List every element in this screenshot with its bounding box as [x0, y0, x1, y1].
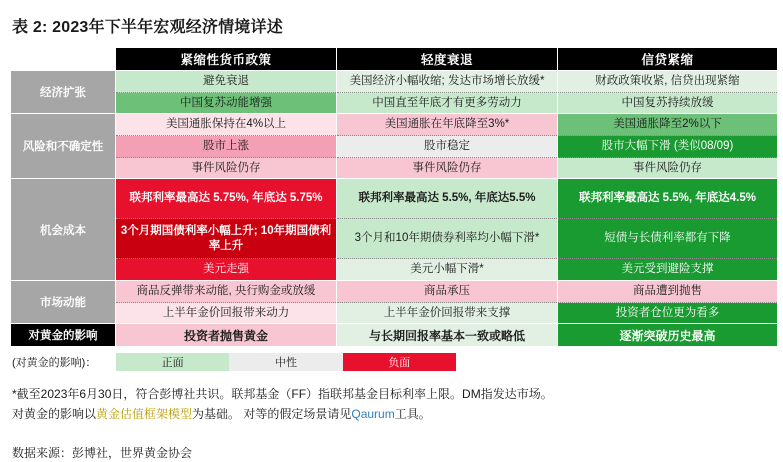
footnote-prefix: 对黄金的影响以 — [12, 406, 97, 421]
gold-impact-credit-crunch: 逐渐突破历史最高 — [558, 324, 777, 346]
table-row — [11, 179, 777, 280]
row-header-market-momentum: 市场动能 — [11, 281, 115, 323]
cell-line: 美国通胀降至2%以下 — [558, 114, 777, 136]
row-header-opportunity-cost: 机会成本 — [11, 179, 115, 280]
cell-cost-tightening — [116, 179, 336, 280]
footnote-middle: 为基础。 对等的假定场景请见 — [192, 406, 352, 421]
column-header-mild-recession: 轻度衰退 — [337, 48, 557, 70]
cell-cost-credit-crunch — [558, 179, 777, 280]
cell-line: 商品反弹带来动能, 央行购金或放缓 — [116, 281, 336, 303]
legend-segment-neutral: 中性 — [229, 353, 342, 371]
cell-expansion-credit-crunch — [558, 71, 777, 113]
table-header-row — [11, 48, 777, 70]
cell-expansion-mild-recession — [337, 71, 557, 113]
column-header-tightening: 紧缩性货币政策 — [116, 48, 336, 70]
cell-line: 中国复苏持续放缓 — [558, 93, 777, 114]
cell-line: 财政政策收紧, 信贷出现紧缩 — [558, 71, 777, 93]
cell-line: 联邦利率最高达 5.75%, 年底达 5.75% — [116, 179, 336, 219]
table-row — [11, 71, 777, 113]
cell-line: 美元小幅下滑* — [337, 259, 557, 280]
legend-segment-positive: 正面 — [116, 353, 229, 371]
table-row-gold-impact — [11, 324, 777, 346]
footnote-line-2 — [12, 405, 771, 424]
cell-risk-mild-recession — [337, 114, 557, 178]
footnotes — [12, 385, 771, 423]
footnote-suffix: 工具。 — [394, 406, 431, 421]
footnote-line-1: *截至2023年6月30日，符合彭博社共识。联邦基金（FF）指联邦基金目标利率上限。DM指发达市场。 — [12, 387, 553, 402]
cell-cost-mild-recession — [337, 179, 557, 280]
cell-line: 短债与长债利率都有下降 — [558, 219, 777, 259]
cell-line: 联邦利率最高达 5.5%, 年底达5.5% — [337, 179, 557, 219]
cell-line: 美元走强 — [116, 259, 336, 280]
row-header-risk-uncertainty: 风险和不确定性 — [11, 114, 115, 178]
cell-line: 上半年金价回报带来动力 — [116, 303, 336, 324]
cell-line: 商品承压 — [337, 281, 557, 303]
gold-impact-mild-recession: 与长期回报率基本一致或略低 — [337, 324, 557, 346]
cell-expansion-tightening — [116, 71, 336, 113]
cell-line: 避免衰退 — [116, 71, 336, 93]
cell-line: 3个月和10年期债券利率均小幅下滑* — [337, 219, 557, 259]
cell-line: 股市大幅下滑 (类似08/09) — [558, 136, 777, 158]
legend-label: (对黄金的影响)： — [12, 357, 97, 370]
table-corner-cell — [11, 48, 115, 70]
cell-line: 联邦利率最高达 5.5%, 年底达4.5% — [558, 179, 777, 219]
footnote-qaurum-link[interactable]: Qaurum — [351, 406, 395, 421]
page-title: 表 2: 2023年下半年宏观经济情境详述 — [12, 19, 283, 36]
cell-line: 上半年金价回报带来支撑 — [337, 303, 557, 324]
cell-line: 事件风险仍存 — [337, 158, 557, 179]
cell-line: 事件风险仍存 — [558, 158, 777, 179]
cell-line: 商品遭到抛售 — [558, 281, 777, 303]
cell-line: 美国通胀在年底降至3%* — [337, 114, 557, 136]
cell-risk-credit-crunch — [558, 114, 777, 178]
legend-segment-negative: 负面 — [343, 353, 456, 371]
cell-line: 股市稳定 — [337, 136, 557, 158]
footnote-gold-model-link[interactable]: 黄金估值框架模型 — [96, 406, 193, 421]
cell-line: 3个月期国债利率小幅上升; 10年期国债利率上升 — [116, 219, 336, 259]
column-header-credit-crunch: 信贷紧缩 — [558, 48, 777, 70]
cell-line: 美元受到避险支撑 — [558, 259, 777, 280]
cell-momentum-credit-crunch — [558, 281, 777, 323]
table-row — [11, 114, 777, 178]
row-header-economic-expansion: 经济扩张 — [11, 71, 115, 113]
source-note: 数据来源：彭博社，世界黄金协会 — [12, 445, 193, 460]
cell-risk-tightening — [116, 114, 336, 178]
cell-momentum-mild-recession — [337, 281, 557, 323]
cell-line: 股市上涨 — [116, 136, 336, 158]
row-header-gold-impact: 对黄金的影响 — [11, 324, 115, 346]
cell-line: 事件风险仍存 — [116, 158, 336, 179]
scenario-matrix-table — [10, 47, 778, 347]
legend-bar — [116, 353, 456, 371]
cell-momentum-tightening — [116, 281, 336, 323]
gold-impact-tightening: 投资者抛售黄金 — [116, 324, 336, 346]
cell-line: 投资者仓位更为看多 — [558, 303, 777, 324]
legend — [10, 353, 773, 371]
cell-line: 美国经济小幅收缩; 发达市场增长放缓* — [337, 71, 557, 93]
cell-line: 中国直至年底才有更多劳动力 — [337, 93, 557, 114]
table-row — [11, 281, 777, 323]
cell-line: 中国复苏动能增强 — [116, 93, 336, 114]
cell-line: 美国通胀保持在4%以上 — [116, 114, 336, 136]
